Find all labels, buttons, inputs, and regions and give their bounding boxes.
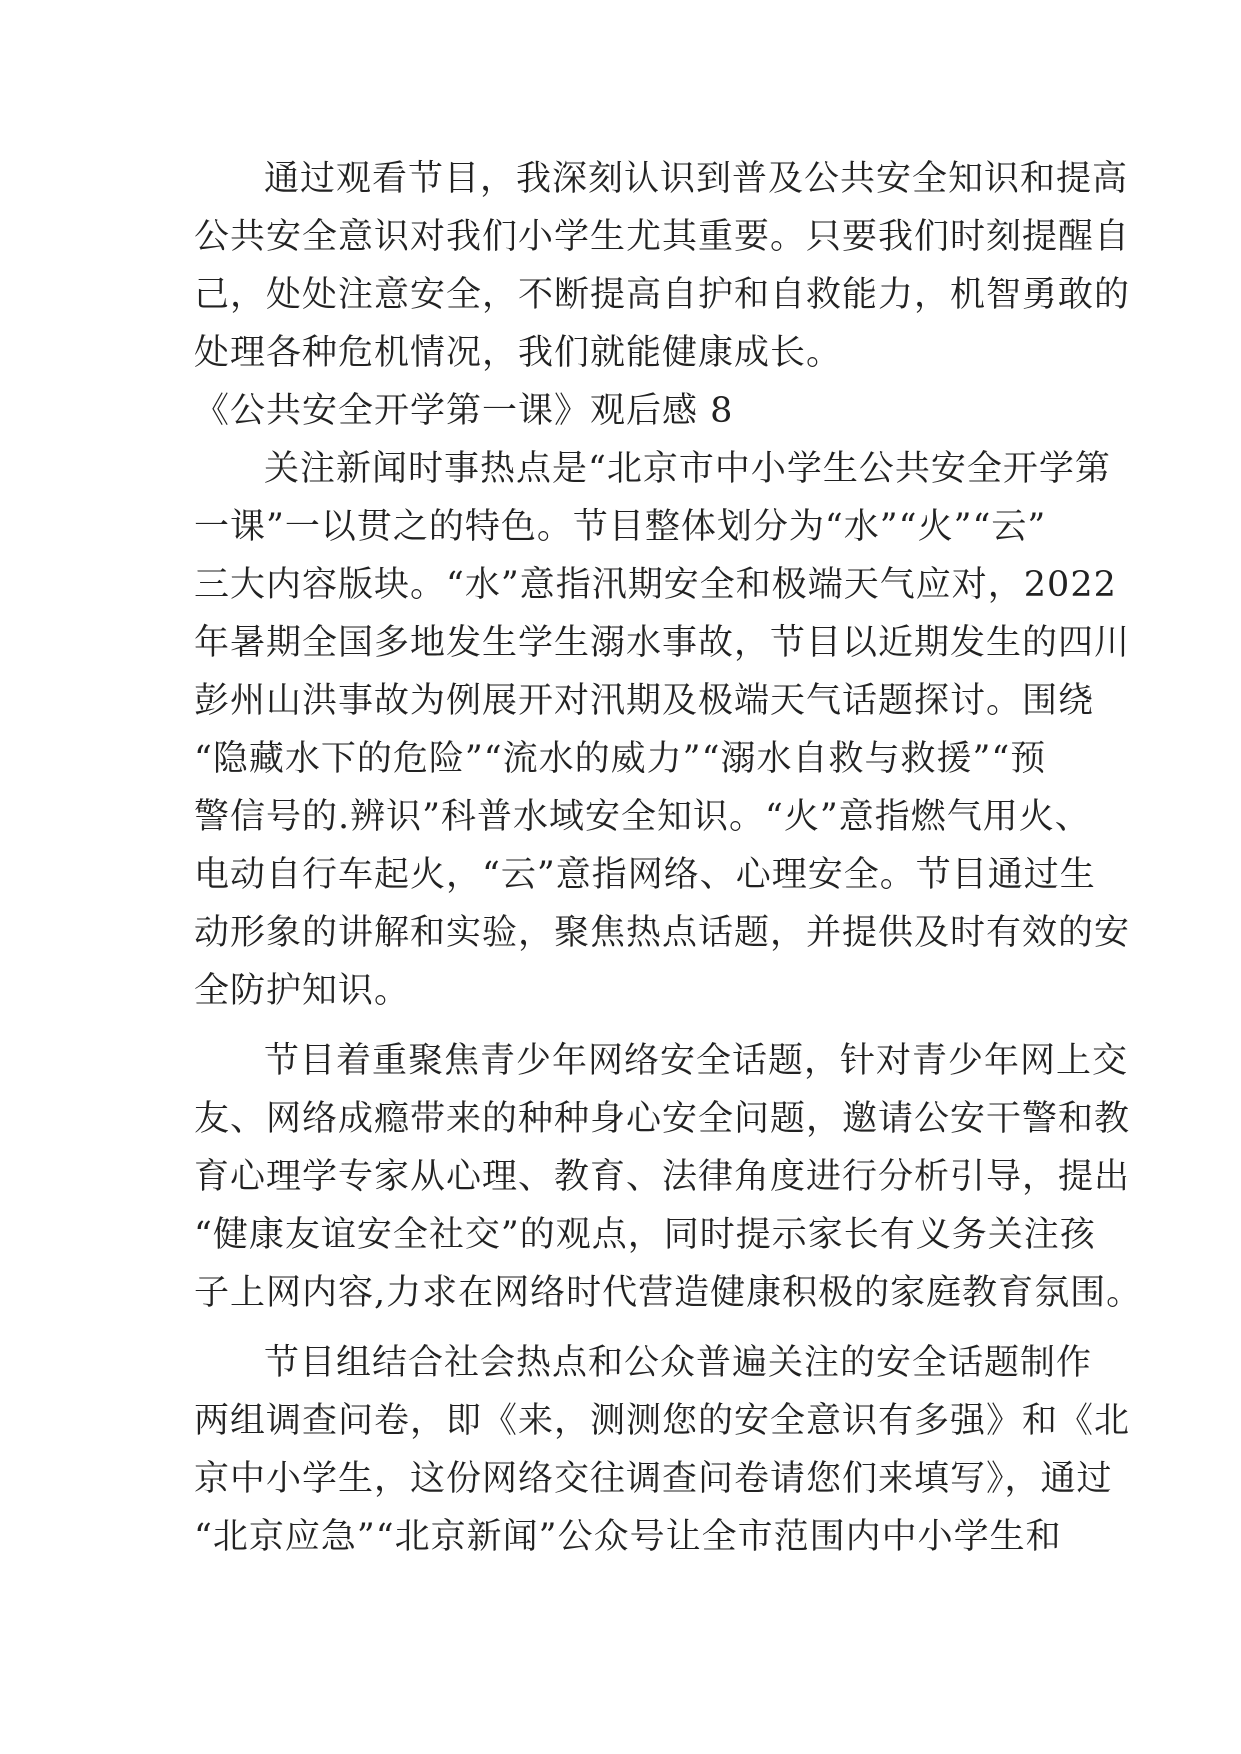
text-line: 子上网内容,力求在网络时代营造健康积极的家庭教育氛围。 [194, 1273, 1143, 1313]
text-line: 彭州山洪事故为例展开对汛期及极端天气话题探讨。围绕 [194, 681, 1095, 721]
document-page [194, 150, 1143, 1566]
text-line: 通过观看节目，我深刻认识到普及公共安全知识和提高 [264, 159, 1129, 199]
paragraph-2 [194, 440, 1131, 1020]
text-line: 年暑期全国多地发生学生溺水事故，节目以近期发生的四川 [194, 623, 1131, 663]
paragraph-spacer [194, 1020, 1050, 1032]
text-line: “隐藏水下的危险”“流水的威力”“溺水自救与救援”“预 [194, 739, 1047, 779]
paragraph-1 [194, 150, 1131, 382]
section-heading: 《公共安全开学第一课》观后感 8 [194, 391, 734, 431]
text-line: 京中小学生，这份网络交往调查问卷请您们来填写》，通过 [194, 1459, 1113, 1499]
text-line: 处理各种危机情况，我们就能健康成长。 [194, 333, 843, 373]
paragraph-3 [194, 1032, 1143, 1322]
paragraph-4 [194, 1334, 1131, 1566]
text-line: 电动自行车起火，“云”意指网络、心理安全。节目通过生 [194, 855, 1096, 895]
text-line: 节目组结合社会热点和公众普遍关注的安全话题制作 [264, 1343, 1093, 1383]
text-line: “北京应急”“北京新闻”公众号让全市范围内中小学生和 [194, 1517, 1062, 1557]
text-line: “健康友谊安全社交”的观点，同时提示家长有义务关注孩 [194, 1215, 1096, 1255]
text-line: 节目着重聚焦青少年网络安全话题，针对青少年网上交 [264, 1041, 1129, 1081]
text-line: 三大内容版块。“水”意指汛期安全和极端天气应对，2022 [194, 565, 1117, 605]
text-line: 关注新闻时事热点是“北京市中小学生公共安全开学第 [264, 449, 1111, 489]
text-line: 一课”一以贯之的特色。节目整体划分为“水”“火”“云” [194, 507, 1047, 547]
text-line: 动形象的讲解和实验，聚焦热点话题，并提供及时有效的安 [194, 913, 1131, 953]
text-line: 育心理学专家从心理、教育、法律角度进行分析引导，提出 [194, 1157, 1131, 1197]
text-line: 己，处处注意安全，不断提高自护和自救能力，机智勇敢的 [194, 275, 1131, 315]
text-line: 警信号的.辨识”科普水域安全知识。“火”意指燃气用火、 [194, 797, 1091, 837]
text-line: 两组调查问卷，即《来，测测您的安全意识有多强》和《北 [194, 1401, 1131, 1441]
text-line: 全防护知识。 [194, 971, 411, 1011]
text-line: 公共安全意识对我们小学生尤其重要。只要我们时刻提醒自 [194, 217, 1131, 257]
paragraph-spacer [194, 1322, 1050, 1334]
text-line: 友、网络成瘾带来的种种身心安全问题，邀请公安干警和教 [194, 1099, 1131, 1139]
